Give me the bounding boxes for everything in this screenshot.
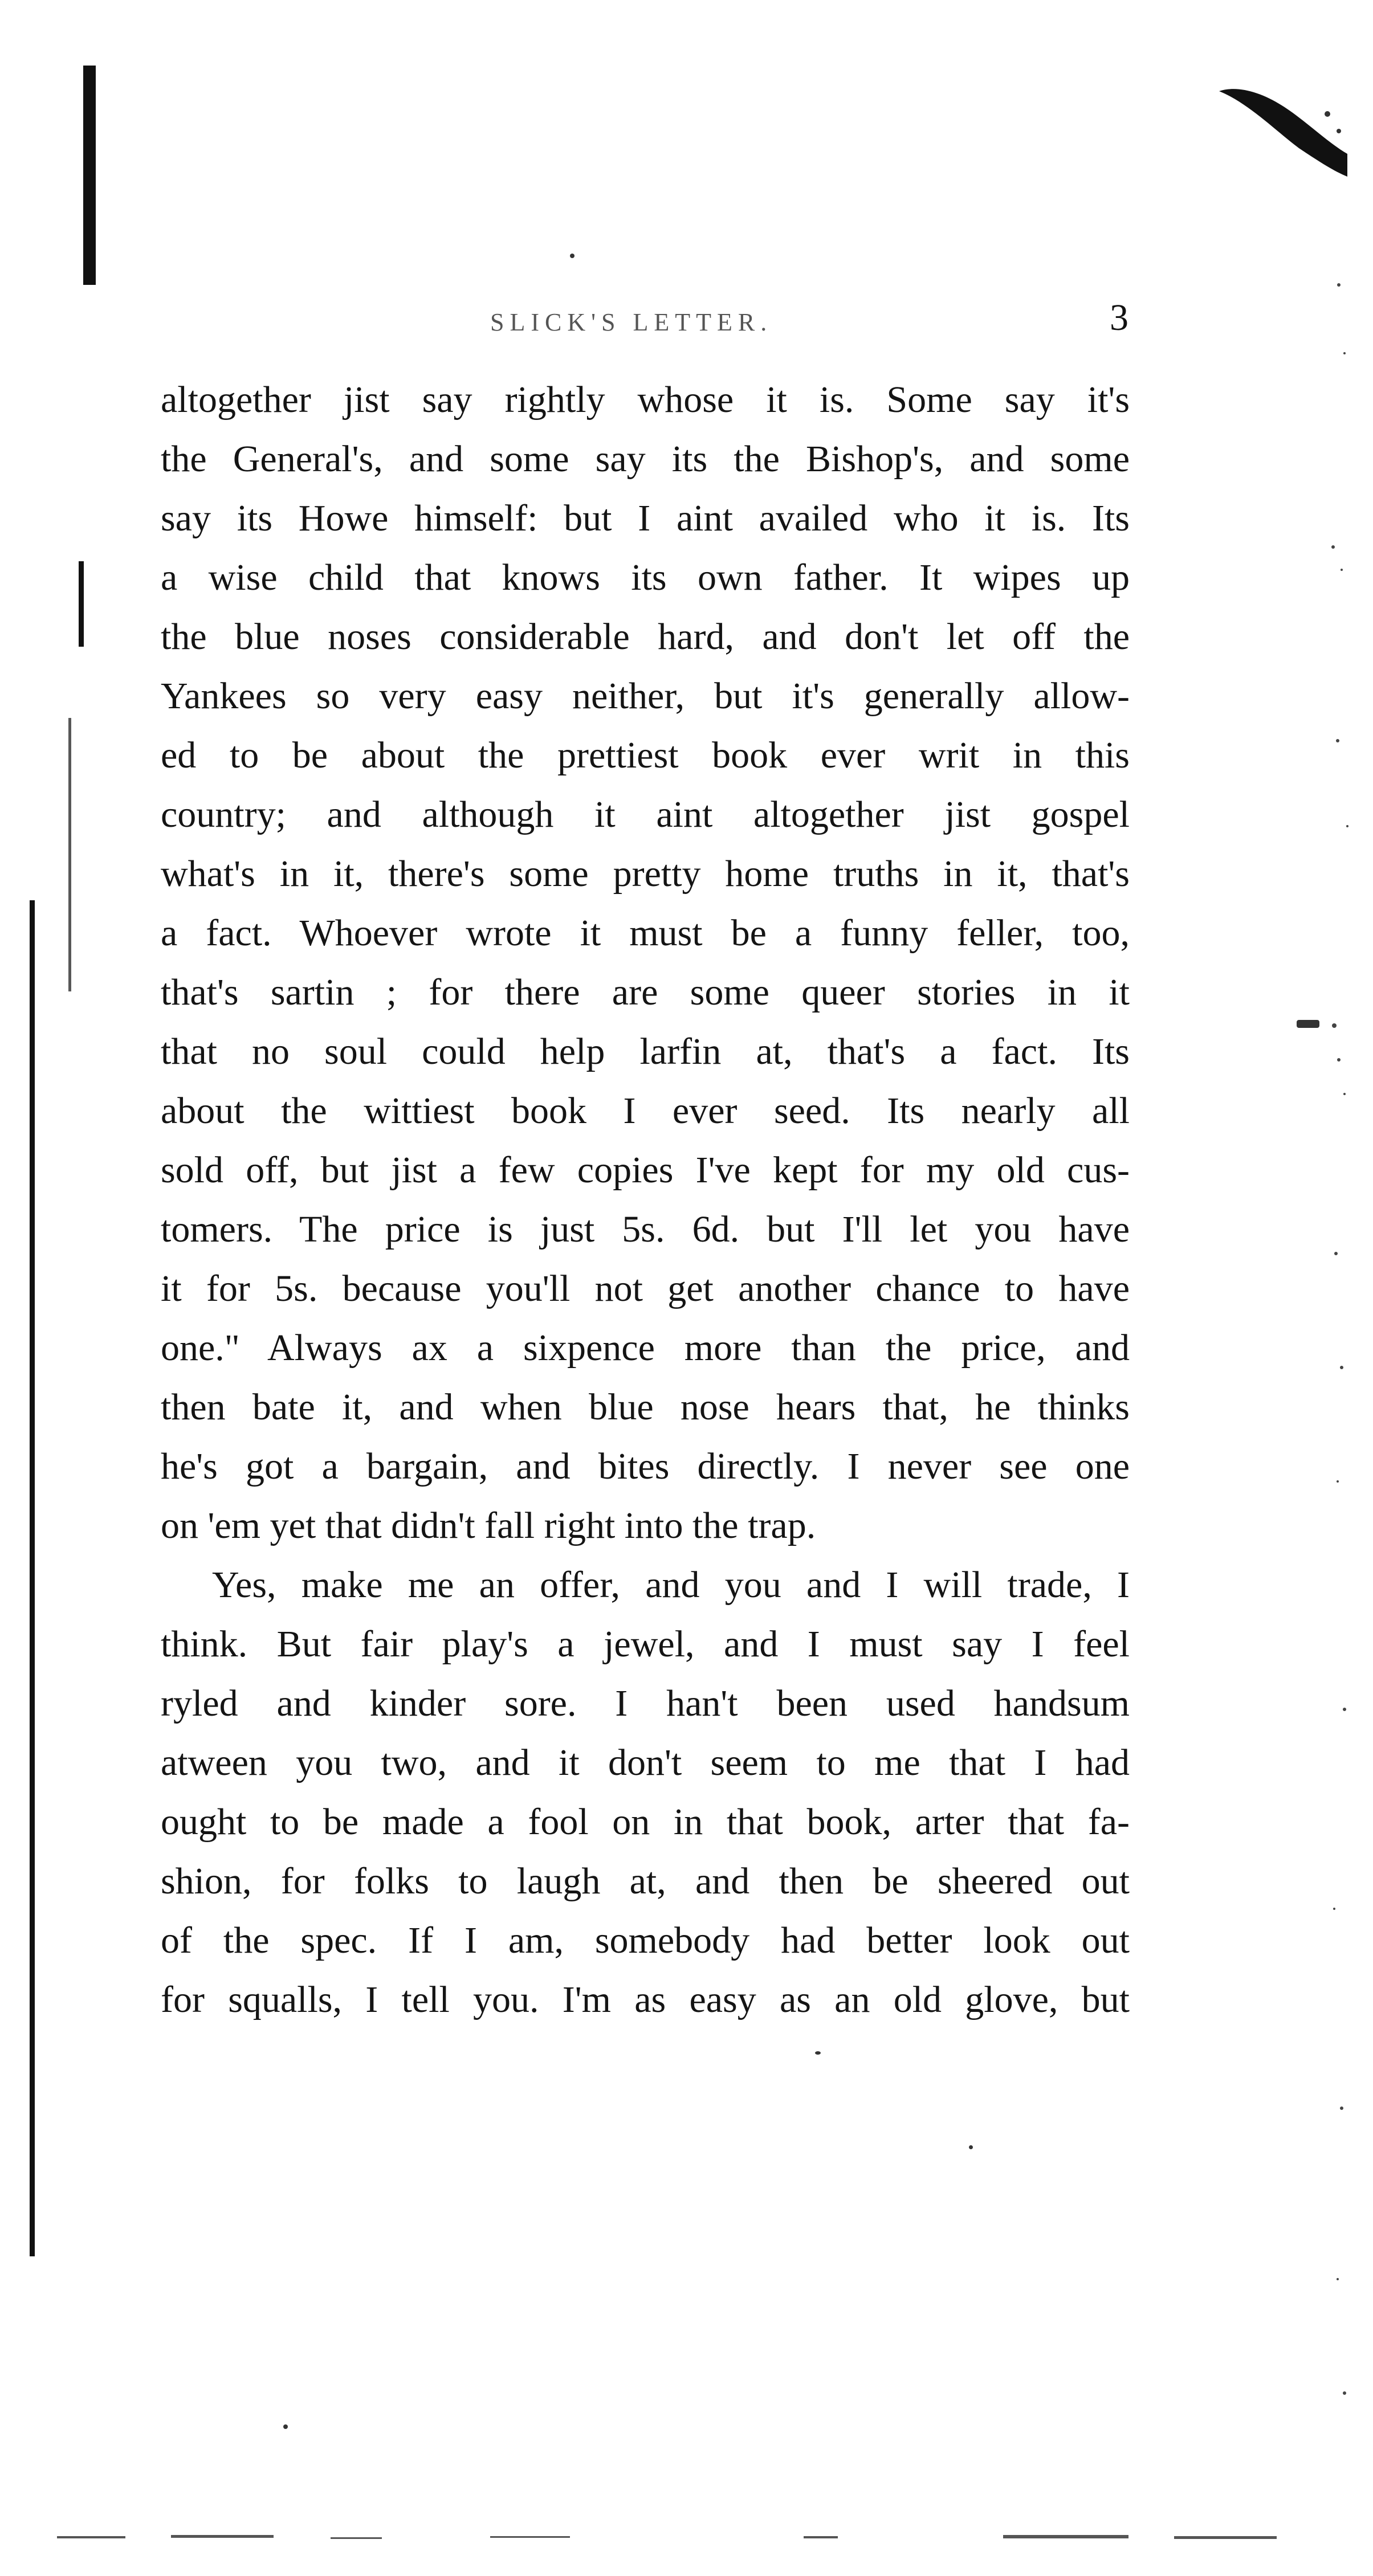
text-line: a wise child that knows its own father. It wipes up [161,557,1130,598]
torn-corner-mark [1213,80,1350,177]
text-line: about the wittiest book I ever seed. Its nearly all [161,1090,1130,1132]
text-line: Yankees so very easy neither, but it's generally allow- [161,675,1130,717]
speck [969,2145,973,2149]
text-line: on 'em yet that didn't fall right into the trap. [161,1505,816,1546]
speck [283,2424,288,2429]
paragraph-2 [161,1556,1130,2030]
text-line: altogether jist say rightly whose it is. Some say it's [161,379,1130,421]
running-head: SLICK'S LETTER. [490,308,773,336]
text-line: think. But fair play's a jewel, and I must say I feel [161,1623,1130,1665]
text-line: he's got a bargain, and bites directly. I never see one [161,1446,1130,1487]
right-edge-speckle [1322,228,1356,2479]
text-line: that's sartin ; for there are some queer stories in it [161,971,1130,1013]
text-line: the General's, and some say its the Bishop's, and some [161,438,1130,480]
text-line: a fact. Whoever wrote it must be a funny feller, too, [161,912,1130,954]
binding-shadow-left [79,561,84,647]
speck [815,2051,821,2055]
text-line: sold off, but jist a few copies I've kept for my old cus- [161,1149,1130,1191]
text-line: of the spec. If I am, somebody had better look out [161,1920,1130,1961]
bottom-edge-speckle [34,2519,1345,2553]
paragraph-1 [161,370,1130,1556]
text-line: it for 5s. because you'll not get another chance to have [161,1268,1130,1309]
text-line: say its Howe himself: but I aint availed who it is. Its [161,497,1130,539]
binding-shadow-mid [68,718,71,991]
text-line: ought to be made a fool on in that book, arter that fa- [161,1801,1130,1843]
page-number: 3 [1110,297,1128,338]
page-header [160,296,1128,348]
text-line: that no soul could help larfin at, that's a fact. Its [161,1031,1130,1072]
text-line: ed to be about the prettiest book ever writ in this [161,734,1130,776]
text-line: shion, for folks to laugh at, and then be sheered out [161,1860,1130,1902]
binding-shadow-top [83,66,96,285]
text-line: then bate it, and when blue nose hears that, he thinks [161,1386,1130,1428]
speck [1297,1020,1319,1028]
speck [570,254,575,258]
text-line: atween you two, and it don't seem to me that I had [161,1742,1130,1783]
text-line: the blue noses considerable hard, and don't let off the [161,616,1130,658]
binding-shadow-long [30,900,35,2256]
text-line: ryled and kinder sore. I han't been used handsum [161,1683,1130,1724]
text-line: one." Always ax a sixpence more than the price, and [161,1327,1130,1369]
text-line: Yes, make me an offer, and you and I will trade, I [212,1564,1130,1606]
text-line: what's in it, there's some pretty home truths in it, that's [161,853,1130,895]
body-text [161,370,1130,2030]
text-line: country; and although it aint altogether jist gospel [161,794,1130,835]
text-line: tomers. The price is just 5s. 6d. but I'll let you have [161,1209,1130,1250]
text-line: for squalls, I tell you. I'm as easy as an old glove, but [161,1979,1130,2020]
